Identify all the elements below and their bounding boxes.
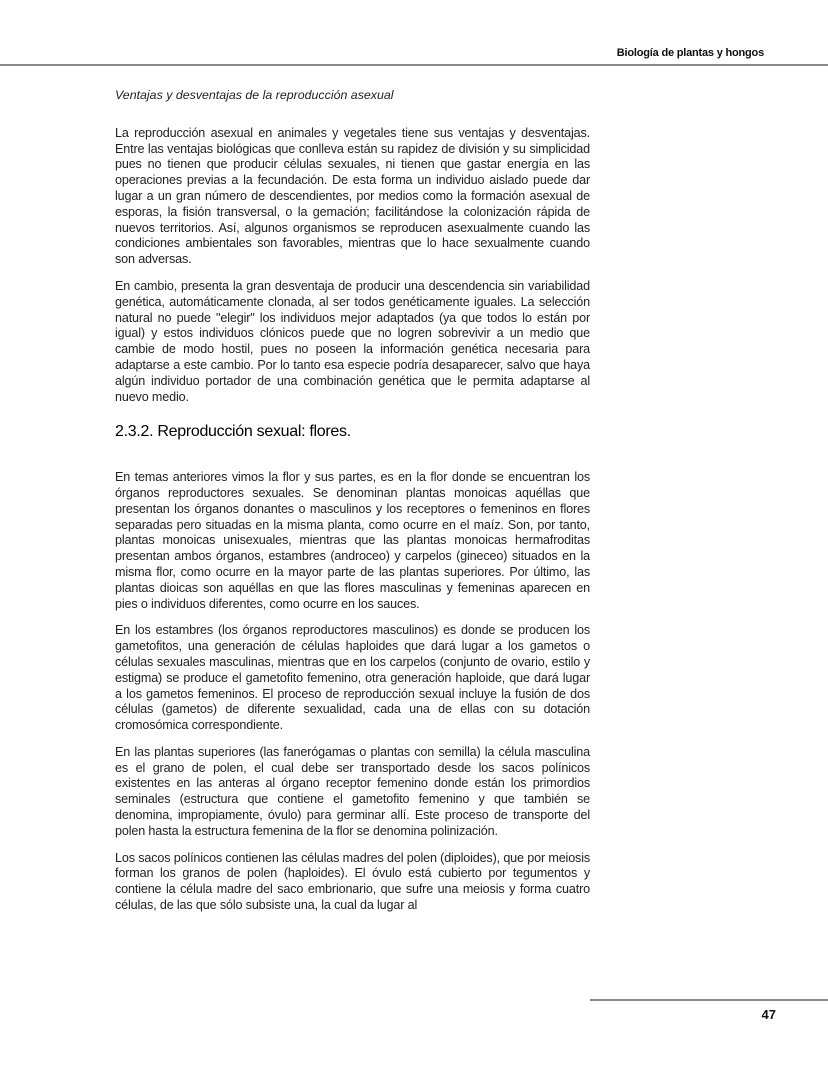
paragraph-pollen-sacs: Los sacos polínicos contienen las células madres del polen (diploides), que por meiosis forman los granos de polen (haploides). El óvulo está cubierto por tegumentos y contiene la célula madre del saco embrionario, que sufre una meiosis y forma cuatro células, de las que sólo subsiste una, la cual da lugar al bbox=[115, 850, 590, 913]
paragraph-gametophytes: En los estambres (los órganos reproductores masculinos) es donde se producen los gametofitos, una generación de células haploides que dará lugar a los gametos o células sexuales masculinas, mientras que en los carpelos (conjunto de ovario, estilo y estigma) se produce el gametofito femenino, otra generación haploide, que dará lugar a los gametos femeninos. El proceso de reproducción sexual incluye la fusión de dos células (gametos) de diferente sexualidad, cada una de ellas con su dotación cromosómica correspondiente. bbox=[115, 623, 590, 733]
subheading-asexual: Ventajas y desventajas de la reproducción asexual bbox=[115, 88, 394, 102]
paragraph-asexual-disadvantages: En cambio, presenta la gran desventaja de producir una descendencia sin variabilidad genética, automáticamente clonada, al ser todos genéticamente iguales. La selección natural no puede "elegir" los individuos mejor adaptados (ya que todos lo están por igual) y estos individuos clónicos puede que no logren sobrevivir a un medio que cambie de modo hostil, pues no poseen la información genética necesaria para adaptarse a este cambio. Por lo tanto esa especie podría desaparecer, salvo que haya algún individuo portador de una combinación genética que le permita adaptarse al nuevo medio. bbox=[115, 278, 590, 404]
running-title: Biología de plantas y hongos bbox=[616, 47, 764, 59]
header-divider bbox=[0, 64, 828, 66]
page-number: 47 bbox=[761, 1007, 776, 1022]
footer-divider bbox=[590, 999, 828, 1001]
paragraph-pollination: En las plantas superiores (las fanerógamas o plantas con semilla) la célula masculina es el grano de polen, el cual debe ser transportado desde los sacos polínicos existentes en las anteras al órgano receptor femenino donde están los primordios seminales (estructura que contiene el gametofito femenino y que también se denomina, impropiamente, óvulo) para germinar allí. Este proceso de transporte del polen hasta la estructura femenina de la flor se denomina polinización. bbox=[115, 744, 590, 838]
page-body bbox=[115, 88, 590, 925]
paragraph-flowers-monoic-dioic: En temas anteriores vimos la flor y sus partes, es en la flor donde se encuentran los órganos reproductores sexuales. Se denominan plantas monoicas aquéllas que presentan los órganos donantes o masculinos y los receptores o femeninos en flores separadas pero situadas en la misma planta, como ocurre en el maíz. Son, por tanto, plantas monoicas unisexuales, mientras que las plantas monoicas hermafroditas presentan ambos órganos, estambres (androceo) y carpelos (gineceo) situados en la misma flor, como ocurre en la mayor parte de las plantas superiores. Por último, las plantas dioicas son aquéllas en que las flores masculinas y femeninas aparecen en pies o individuos diferentes, como ocurre en los sauces. bbox=[115, 470, 590, 611]
paragraph-asexual-advantages: La reproducción asexual en animales y vegetales tiene sus ventajas y desventajas. Entre las ventajas biológicas que conlleva están su rapidez de división y su simplicidad pues no tienen que producir células sexuales, ni tienen que gastar energía en las operaciones previas a la fecundación. De esta forma un individuo aislado puede dar lugar a un gran número de descendientes, por medios como la formación asexual de esporas, la fisión transversal, o la gemación; facilitándose la colonización rápida de nuevos territorios. Así, algunos organismos se reproducen asexualmente cuando las condiciones ambientales son favorables, mientras que lo hace sexualmente cuando son adversas. bbox=[115, 125, 590, 267]
section-title: 2.3.2. Reproducción sexual: flores. bbox=[115, 423, 351, 441]
